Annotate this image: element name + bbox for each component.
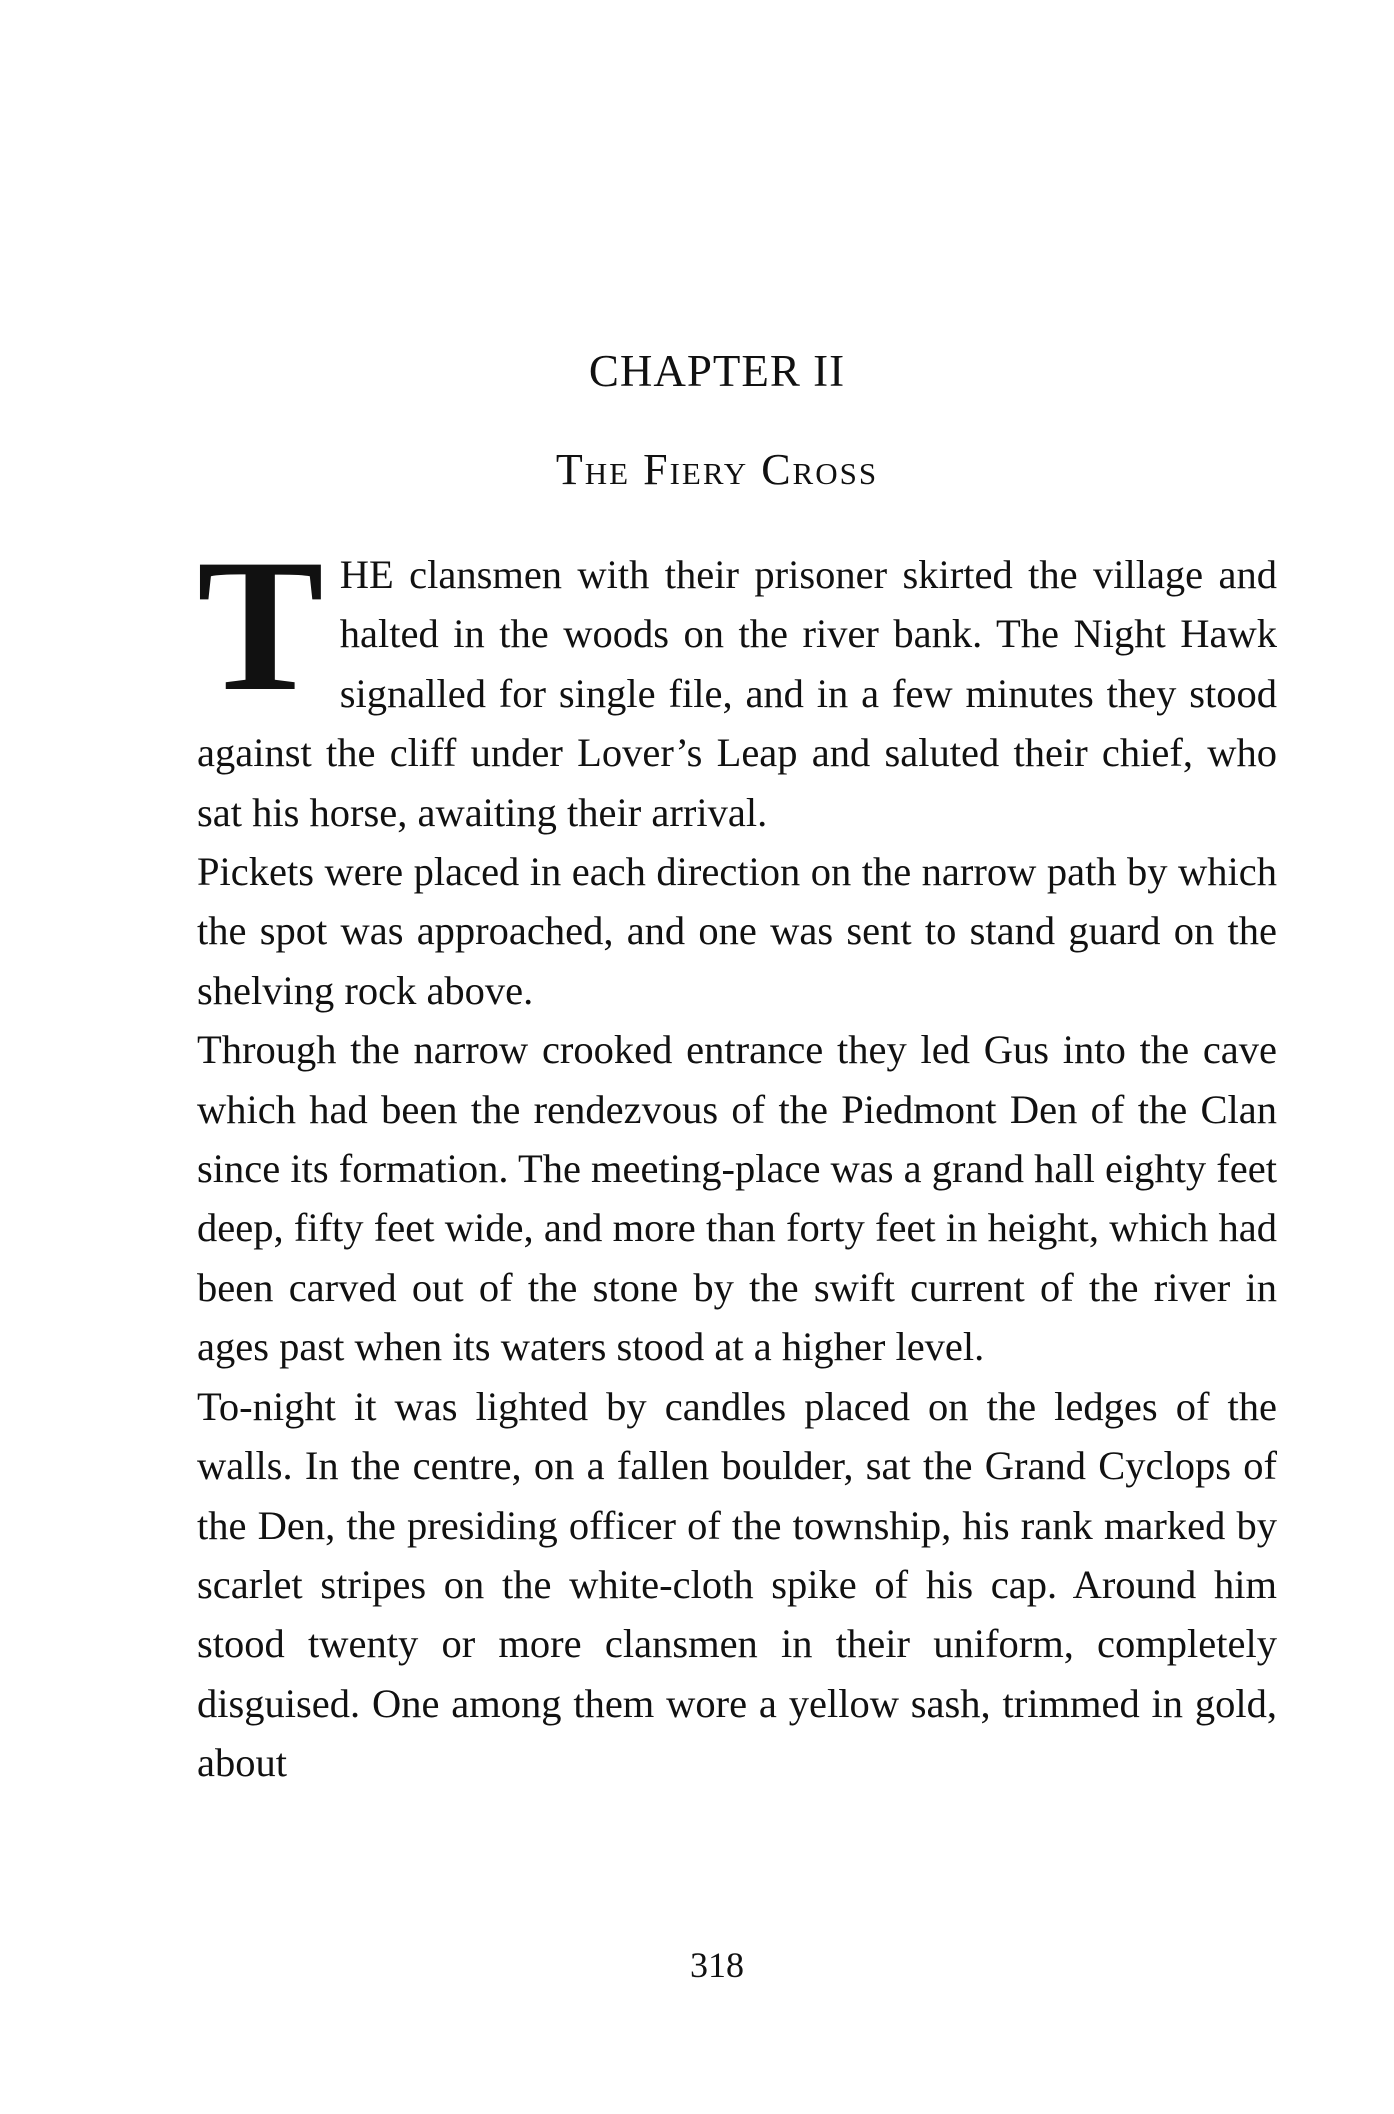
chapter-heading: CHAPTER II <box>588 346 846 396</box>
page-number: 318 <box>690 1945 744 1985</box>
paragraph-1-text: clansmen with their prisoner skirted the village and halted in the woods on the river bank. The Night Hawk signalled for single file, and in a few minutes they stood against the cliff under Lover’s Leap and saluted their chief, who sat his horse, awaiting their arrival. <box>197 552 1277 835</box>
chapter-body <box>197 521 1277 1793</box>
paragraph-2: Pickets were placed in each direction on the narrow path by which the spot was approached, and one was sent to stand guard on the shelving rock above. <box>197 849 1277 1013</box>
paragraph-1 <box>197 521 1277 842</box>
first-word-rest: HE <box>339 552 394 597</box>
drop-cap: T <box>197 521 324 731</box>
paragraph-3: Through the narrow crooked entrance they led Gus into the cave which had been the rendezvous of the Piedmont Den of the Clan since its formation. The meeting-place was a grand hall eighty feet deep, fifty feet wide, and more than forty feet in height, which had been carved out of the stone by the swift current of the river in ages past when its waters stood at a higher level. <box>197 1027 1277 1370</box>
chapter-title: The Fiery Cross <box>555 445 879 494</box>
paragraph-4: To-night it was lighted by candles placed on the ledges of the walls. In the centre, on a fallen boulder, sat the Grand Cyclops of the Den, the presiding officer of the township, his rank marked by scarlet stripes on the white-cloth spike of his cap. Around him stood twenty or more clansmen in their uniform, completely disguised. One among them wore a yellow sash, trimmed in gold, about <box>197 1383 1277 1786</box>
